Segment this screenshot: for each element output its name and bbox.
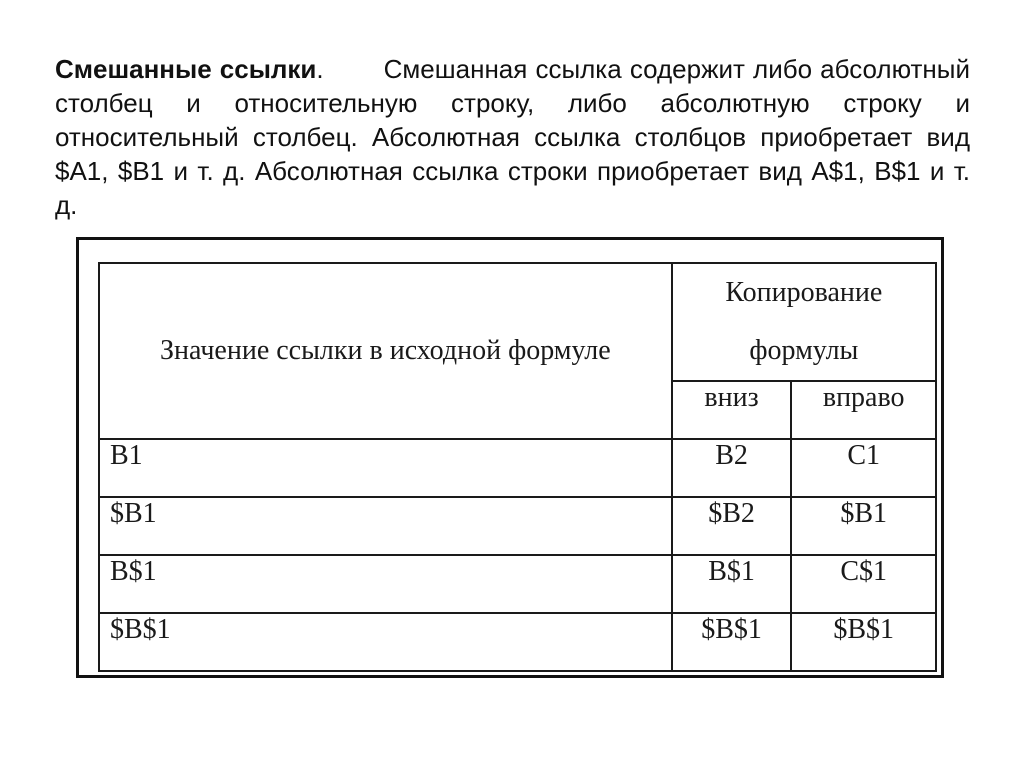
cell-original: $B1 (99, 497, 672, 555)
cell-right: $B1 (791, 497, 936, 555)
table-row (99, 497, 936, 555)
cell-original: B1 (99, 439, 672, 497)
cell-down: B$1 (672, 555, 792, 613)
header-copy-formula (672, 263, 936, 381)
header-right: вправо (791, 381, 936, 439)
cell-right: $B$1 (791, 613, 936, 671)
table-frame (76, 237, 944, 678)
header-original-label: Значение ссылки в исходной формуле (160, 335, 611, 366)
references-table (98, 262, 937, 672)
header-original-reference (99, 263, 672, 439)
intro-lead: Смешанные ссылки (55, 54, 317, 84)
cell-down: $B2 (672, 497, 792, 555)
intro-paragraph (55, 52, 970, 222)
cell-original: B$1 (99, 555, 672, 613)
table-row (99, 613, 936, 671)
header-down: вниз (672, 381, 792, 439)
intro-text: Смешанная ссылка содержит либо абсолютный столбец и относительную строку, либо абсолютную строку и относительный столбец. Абсолютная ссылка столбцов приобретает вид $A1, $B1 и т. д. Абсолютная ссылка строки приобретает вид A$1, B$1 и т. д. (55, 54, 970, 220)
header-copy-line1: Копирование (725, 277, 883, 308)
intro-lead-punct: . (316, 54, 324, 84)
cell-down: B2 (672, 439, 792, 497)
table-row (99, 555, 936, 613)
table-row (99, 439, 936, 497)
cell-original: $B$1 (99, 613, 672, 671)
cell-right: C$1 (791, 555, 936, 613)
cell-right: C1 (791, 439, 936, 497)
cell-down: $B$1 (672, 613, 792, 671)
header-copy-line2: формулы (749, 335, 859, 366)
